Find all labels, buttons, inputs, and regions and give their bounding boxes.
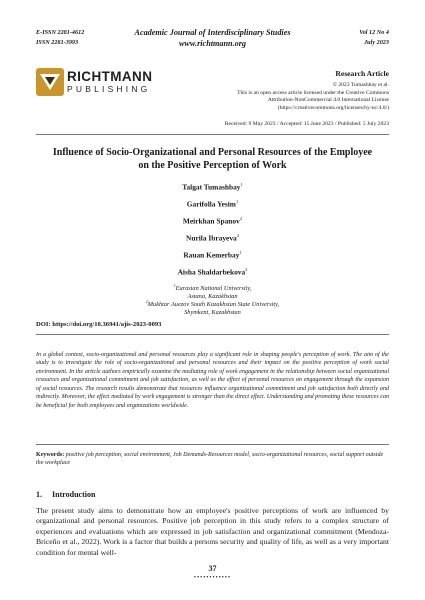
author: Garifolla Yesim$^1$ [186,199,239,209]
page-number: 37 [208,564,217,573]
section-heading: 1. Introduction [36,490,96,499]
divider [36,334,389,335]
divider [36,134,389,135]
affiliation: $^2$Mukhtar Auezov South Kazakhstan State University, Shymkent, Kazakhstan [145,299,280,317]
doi-link[interactable]: DOI: https://doi.org/10.36941/ajis-2023-0093 [36,321,162,328]
page-dots-ornament: •••••••••••• [193,575,232,581]
paper-title: Influence of Socio-Organizational and Personal Resources of the Employee on the Positive Perception of Work [52,147,373,171]
volume: Vol 12 No 4 [359,29,389,36]
eissn: E-ISSN 2281-4612 [36,29,85,36]
license-line: This is an open access article licensed under the Creative Commons [237,89,389,96]
journal-website: www.richtmann.org [178,39,247,48]
keywords-label: Keywords: [36,452,65,458]
author: Meirkhan Spanov$^2$ [182,216,243,226]
issue-block [359,28,389,48]
article-type: Research Article [335,69,389,78]
author: Rauan Kemerbay$^1$ [183,250,242,260]
keywords [36,451,389,468]
body-text: The present study aims to demonstrate how an employee's positive perceptions of work are influenced by organizational and personal resources. Positive job perception in this study refers to a complex structure of experiences and evaluations which are expressed in job satisfaction and organizational commitment (Mendoza-Briceño et al., 2022). Work is a factor that builds a persons security and quality of life, as well as a very important condition for mental well- [36,506,389,557]
affiliation: $^1$Eurasian National University, Astana, Kazakhstan [173,283,252,301]
keywords-text: positive job perception, social environment, Job Demands-Resources model, socio-organizational resources, social support outside the workplace [36,452,384,467]
author: Talgat Tumashbay$^1$ [182,182,243,192]
license-line: © 2023 Tumashbay et al. [332,82,389,88]
publisher-logo-icon [36,68,64,96]
issn: ISSN 2281-3993 [36,39,79,46]
divider [36,444,389,445]
issue-date: July 2023 [364,39,389,46]
license-link[interactable]: (https://creativecommons.org/licenses/by-nc/4.0/) [277,104,389,111]
abstract: In a global context, socio-organizational and personal resources play a significant role in shaping people's perception of work. The aim of the study is to investigate the role of socio-organizational and personal resources and their impact on the positive perception of work social environment. In the article authors empirically examine the mediating role of work engagement in the relationship between social organizational resources and organizational commitment and job satisfaction, as well as the effect of personal resources on engagement through the expansion of social resources. The research results demonstrate that resources influence organizational commitment and job satisfaction both directly and indirectly. Moreover, the effect mediated by work engagement is stronger than the direct effect. Understanding and promoting these resources can be beneficial for both employees and organizations worldwide. [36,352,389,409]
journal-name: Academic Journal of Interdisciplinary Studies [134,28,291,37]
publisher-sub: PUBLISHING [67,84,151,94]
author: Nurila Ibrayeva$^2$ [186,233,239,243]
publisher-name: RICHTMANN [67,69,153,84]
author: Aisha Shaldarbekova$^2$ [177,267,248,277]
license-block [129,82,389,112]
publication-dates: Received: 9 May 2023 / Accepted: 15 June 2023 / Published: 5 July 2023 [224,121,389,127]
license-line: Attribution-NonCommercial 4.0 International License [267,97,389,103]
